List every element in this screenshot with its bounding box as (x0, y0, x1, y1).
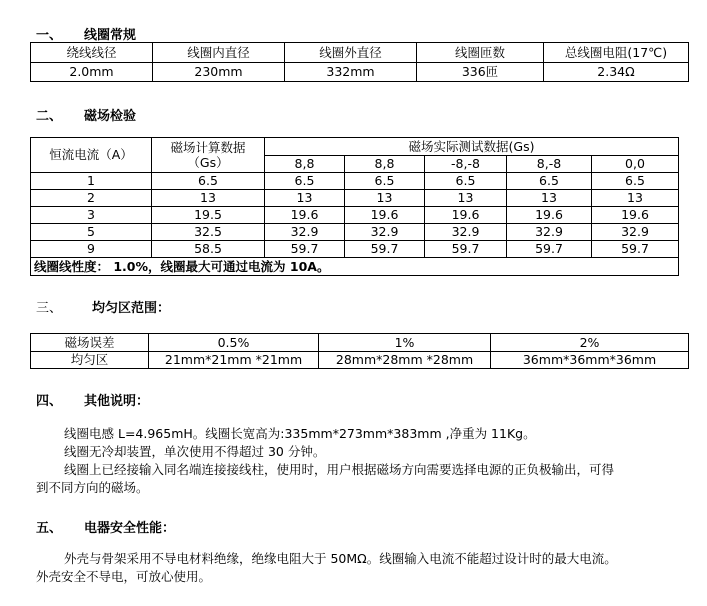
measured-cell: 32.9 (345, 224, 425, 241)
position-header: -8,-8 (425, 156, 507, 173)
linearity-note: 线圈线性度： 1.0%，线圈最大可通过电流为 10A。 (31, 258, 679, 276)
field-test-table (30, 137, 679, 276)
table-row (31, 241, 679, 258)
measured-cell: 19.6 (592, 207, 679, 224)
section1-number: 一、 (36, 28, 63, 43)
measured-cell: 19.6 (425, 207, 507, 224)
calc-header-line2: （Gs） (187, 155, 229, 170)
coil-spec-header: 线圈外直径 (285, 43, 417, 63)
section3-number: 三、 (36, 301, 63, 316)
coil-spec-value: 2.34Ω (544, 63, 689, 82)
measured-cell: 6.5 (265, 173, 345, 190)
coil-spec-header: 总线圈电阻(17℃) (544, 43, 689, 63)
measured-cell: 19.6 (265, 207, 345, 224)
error-value: 0.5% (149, 334, 319, 352)
measured-cell: 6.5 (507, 173, 592, 190)
coil-spec-value: 336匝 (417, 63, 544, 82)
current-cell: 5 (31, 224, 152, 241)
measured-cell: 59.7 (507, 241, 592, 258)
current-column-header: 恒流电流（A） (31, 138, 152, 173)
safety-note-continued: 外壳安全不导电，可放心使用。 (36, 569, 212, 584)
measured-cell: 32.9 (507, 224, 592, 241)
section2-title: 磁场检验 (84, 109, 137, 124)
section1-title: 线圈常规 (84, 28, 137, 43)
measured-cell: 19.6 (507, 207, 592, 224)
uniform-zone-value: 21mm*21mm *21mm (149, 352, 319, 369)
measured-cell: 32.9 (425, 224, 507, 241)
current-cell: 9 (31, 241, 152, 258)
measured-cell: 6.5 (345, 173, 425, 190)
calc-cell: 58.5 (152, 241, 265, 258)
coil-spec-header: 绕线线径 (31, 43, 153, 63)
error-value: 1% (319, 334, 491, 352)
position-header: 8,-8 (507, 156, 592, 173)
current-cell: 3 (31, 207, 152, 224)
measured-cell: 13 (425, 190, 507, 207)
calc-header-line1: 磁场计算数据 (170, 140, 246, 155)
linearity-footer-row (31, 258, 679, 276)
terminal-note: 线圈上已经接输入同名端连接接线柱，使用时，用户根据磁场方向需要选择电源的正负极输出，可得 (64, 462, 615, 477)
coil-spec-value: 2.0mm (31, 63, 153, 82)
cooling-note: 线圈无冷却装置，单次使用不得超过 30 分钟。 (64, 444, 326, 459)
measured-cell: 6.5 (425, 173, 507, 190)
table-row (31, 207, 679, 224)
measured-cell: 59.7 (345, 241, 425, 258)
measured-column-header: 磁场实际测试数据(Gs) (265, 138, 679, 156)
section4-title: 其他说明： (84, 394, 150, 409)
measured-cell: 59.7 (592, 241, 679, 258)
section5-number: 五、 (36, 521, 63, 536)
measured-cell: 13 (507, 190, 592, 207)
uniform-zone-value: 28mm*28mm *28mm (319, 352, 491, 369)
section3-title: 均匀区范围： (92, 301, 171, 316)
uniform-zone-label: 均匀区 (31, 352, 149, 369)
section3-heading (36, 297, 170, 316)
coil-spec-header: 线圈内直径 (153, 43, 285, 63)
inductance-note: 线圈电感 L=4.965mH。线圈长宽高为:335mm*273mm*383mm ,净重为 11Kg。 (64, 426, 536, 441)
position-header: 0,0 (592, 156, 679, 173)
table-row (31, 224, 679, 241)
coil-spec-table (30, 42, 689, 82)
measured-cell: 32.9 (265, 224, 345, 241)
uniform-zone-value: 36mm*36mm*36mm (491, 352, 689, 369)
section4-heading (36, 390, 149, 409)
table-row (31, 173, 679, 190)
section1-heading (36, 24, 136, 43)
coil-spec-value: 332mm (285, 63, 417, 82)
coil-spec-value-row (31, 63, 689, 82)
section5-title: 电器安全性能： (84, 521, 176, 536)
coil-spec-header: 线圈匝数 (417, 43, 544, 63)
position-header: 8,8 (345, 156, 425, 173)
measured-cell: 13 (265, 190, 345, 207)
current-cell: 2 (31, 190, 152, 207)
coil-spec-header-row (31, 43, 689, 63)
safety-note: 外壳与骨架采用不导电材料绝缘，绝缘电阻大于 50MΩ。线圈输入电流不能超过设计时的最大电流。 (64, 551, 617, 566)
uniform-zone-table (30, 333, 689, 369)
position-header: 8,8 (265, 156, 345, 173)
measured-cell: 32.9 (592, 224, 679, 241)
calc-column-header (152, 138, 265, 173)
error-value: 2% (491, 334, 689, 352)
table-row (31, 190, 679, 207)
uniform-zone-row (31, 352, 689, 369)
measured-cell: 13 (592, 190, 679, 207)
coil-spec-value: 230mm (153, 63, 285, 82)
error-row (31, 334, 689, 352)
calc-cell: 13 (152, 190, 265, 207)
calc-cell: 6.5 (152, 173, 265, 190)
measured-cell: 6.5 (592, 173, 679, 190)
terminal-note-continued: 到不同方向的磁场。 (36, 480, 149, 495)
measured-cell: 59.7 (425, 241, 507, 258)
current-cell: 1 (31, 173, 152, 190)
measured-cell: 59.7 (265, 241, 345, 258)
measured-cell: 13 (345, 190, 425, 207)
measured-cell: 19.6 (345, 207, 425, 224)
calc-cell: 19.5 (152, 207, 265, 224)
section4-number: 四、 (36, 394, 63, 409)
section2-heading (36, 105, 136, 124)
error-label: 磁场误差 (31, 334, 149, 352)
calc-cell: 32.5 (152, 224, 265, 241)
section2-number: 二、 (36, 109, 63, 124)
section5-heading (36, 517, 175, 536)
